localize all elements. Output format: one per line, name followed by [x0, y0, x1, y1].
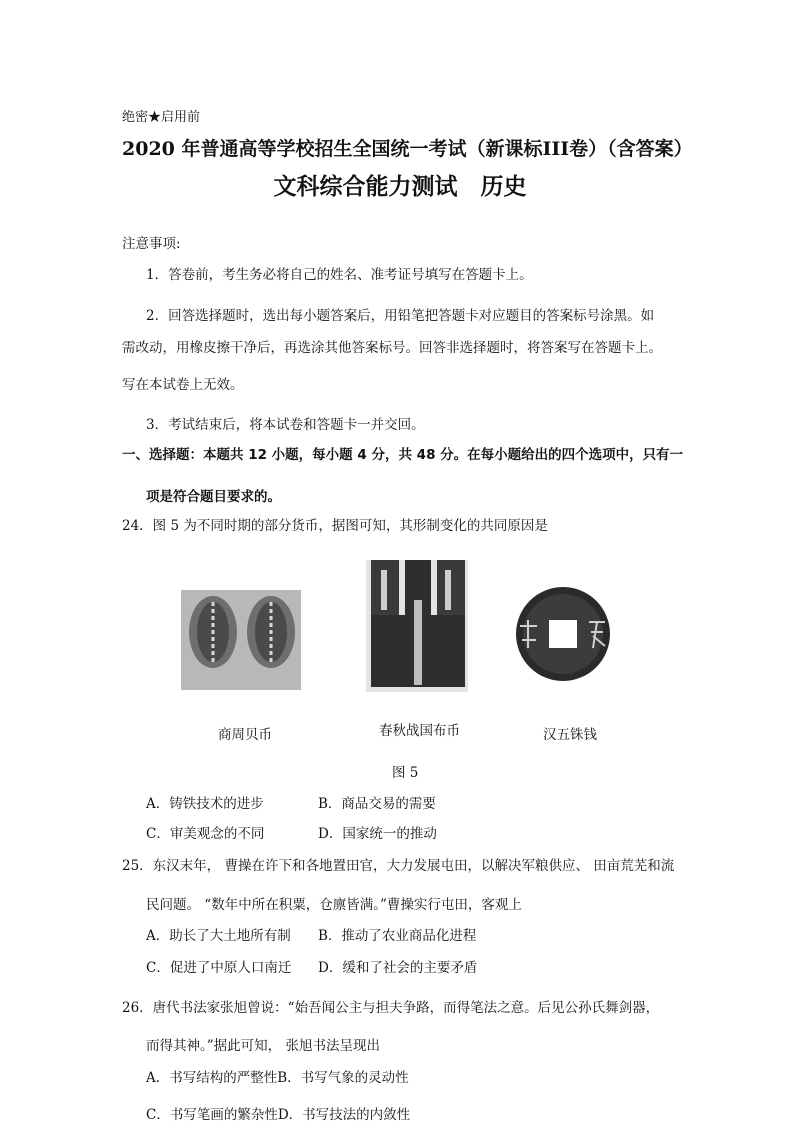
question-25-stem-line-1: 25．东汉末年， 曹操在许下和各地置田官，大力发展屯田，以解决军粮供应、 田亩荒芜和流 — [122, 858, 675, 874]
question-26-option-d: D．书写技法的内敛性 — [277, 1107, 411, 1123]
caption-shell-coin: 商周贝币 — [218, 727, 272, 743]
figure-label: 图 5 — [392, 765, 419, 781]
question-25-option-b: B．推动了农业商品化进程 — [318, 928, 477, 944]
question-26-option-c-d — [146, 1103, 410, 1123]
currency-figure-image — [181, 560, 619, 692]
question-26-stem-line-2: 而得其神。”据此可知， 张旭书法呈现出 — [146, 1038, 380, 1054]
question-25-option-d: D．缓和了社会的主要矛盾 — [318, 960, 478, 976]
question-24-option-c: C．审美观念的不同 — [146, 826, 265, 842]
note-item-1: 1．答卷前，考生务必将自己的姓名、准考证号填写在答题卡上。 — [146, 267, 533, 283]
section-heading-line-2: 项是符合题目要求的。 — [146, 489, 281, 505]
caption-spade-coin: 春秋战国布币 — [379, 723, 460, 739]
question-26-stem-line-1: 26．唐代书法家张旭曾说：“始吾闻公主与担夫争路，而得笔法之意。后见公孙氏舞剑器， — [122, 1000, 660, 1016]
note-item-3: 3．考试结束后，将本试卷和答题卡一并交回。 — [146, 417, 425, 433]
question-25-option-a: A．助长了大土地所有制 — [146, 928, 291, 944]
question-26-option-a-b — [146, 1066, 409, 1086]
exam-title: 2020 年普通高等学校招生全国统一考试（新课标III卷）（含答案） — [122, 138, 693, 160]
question-24-option-b: B．商品交易的需要 — [318, 796, 436, 812]
note-item-2-line-3: 写在本试卷上无效。 — [122, 377, 244, 393]
currency-figure — [181, 560, 619, 692]
section-heading-line-1: 一、选择题：本题共 12 小题，每小题 4 分，共 48 分。在每小题给出的四个选项中，只有一 — [122, 447, 684, 463]
notes-heading: 注意事项: — [122, 236, 181, 252]
question-24-stem: 24．图 5 为不同时期的部分货币，据图可知，其形制变化的共同原因是 — [122, 518, 548, 534]
question-25-stem-line-2: 民问题。 “数年中所在积粟，仓廪皆满。”曹操实行屯田，客观上 — [146, 897, 522, 913]
question-26-option-a: A．书写结构的严整性 — [146, 1070, 278, 1086]
question-24-option-a: A．铸铁技术的进步 — [146, 796, 264, 812]
note-item-2-line-2: 需改动，用橡皮擦干净后，再选涂其他答案标号。回答非选择题时，将答案写在答题卡上。 — [122, 340, 662, 356]
caption-wuzhu-coin: 汉五铢钱 — [543, 727, 597, 743]
exam-subtitle: 文科综合能力测试 历史 — [273, 173, 527, 200]
shell-coin-image — [181, 590, 301, 690]
question-26-option-b: B．书写气象的灵动性 — [277, 1070, 409, 1086]
question-26-option-c: C．书写笔画的繁杂性 — [146, 1107, 278, 1123]
question-25-option-c: C．促进了中原人口南迁 — [146, 960, 292, 976]
spade-coin-image — [366, 560, 468, 692]
note-item-2-line-1: 2．回答选择题时，选出每小题答案后，用铅笔把答题卡对应题目的答案标号涂黑。如 — [146, 308, 655, 324]
question-24-option-d: D．国家统一的推动 — [318, 826, 437, 842]
wuzhu-coin-image — [516, 587, 610, 681]
confidential-mark: 绝密★启用前 — [122, 110, 201, 125]
